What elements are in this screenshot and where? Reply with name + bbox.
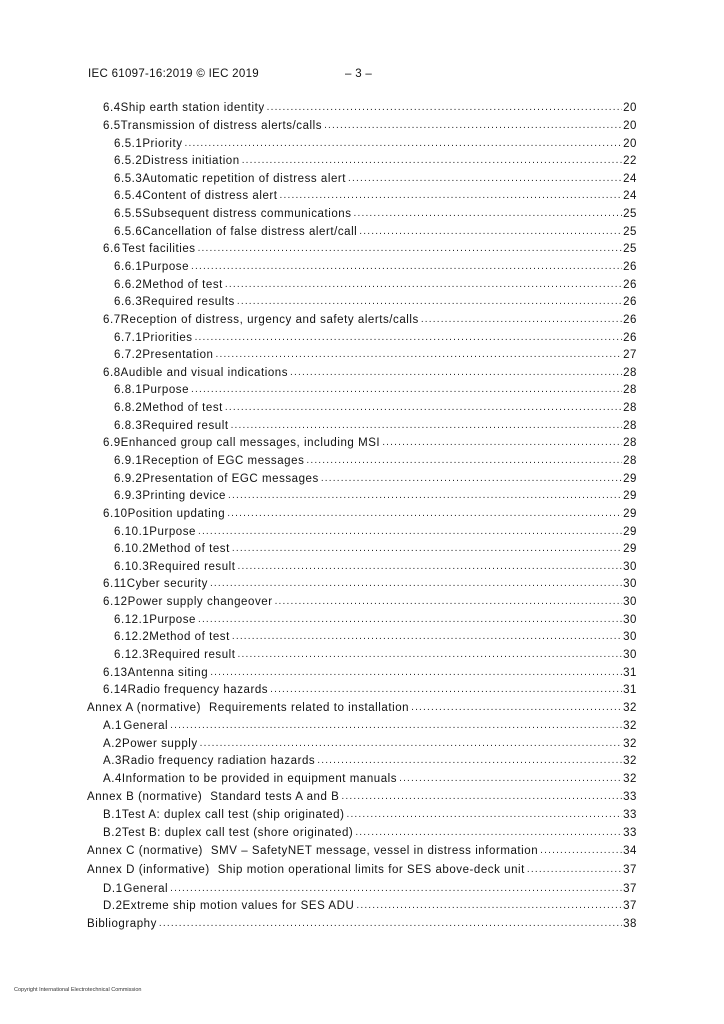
toc-entry[interactable]	[114, 649, 637, 665]
toc-entry-number: 6.6.3	[114, 296, 143, 308]
toc-entry[interactable]	[103, 809, 637, 825]
toc-entry-title: Cancellation of false distress alert/call	[142, 226, 358, 238]
toc-entry-page: 25	[623, 226, 637, 238]
toc-leader-dots	[210, 667, 622, 678]
toc-leader-dots	[227, 508, 622, 519]
toc-entry[interactable]	[114, 490, 637, 506]
toc-entry[interactable]	[114, 155, 637, 171]
toc-entry[interactable]	[103, 755, 637, 771]
toc-entry-title: Power supply	[122, 738, 198, 750]
toc-entry[interactable]	[103, 667, 637, 683]
toc-entry[interactable]	[87, 864, 637, 880]
toc-entry-number: 6.4	[103, 102, 121, 114]
toc-leader-dots	[200, 738, 622, 749]
toc-entry-page: 28	[623, 367, 637, 379]
toc-entry-title: Content of distress alert	[142, 190, 278, 202]
toc-entry[interactable]	[103, 720, 637, 736]
toc-entry-page: 37	[623, 864, 637, 876]
toc-entry[interactable]	[103, 900, 637, 916]
toc-entry-page: 30	[623, 578, 637, 590]
toc-leader-dots	[191, 261, 622, 272]
toc-entry-page: 20	[623, 102, 637, 114]
toc-entry-title: Presentation of EGC messages	[142, 473, 319, 485]
toc-entry-page: 28	[623, 437, 637, 449]
toc-leader-dots	[170, 720, 622, 731]
toc-entry-number: 6.8.2	[114, 402, 143, 414]
toc-entry-page: 29	[623, 508, 637, 520]
toc-entry[interactable]	[103, 367, 637, 383]
toc-entry[interactable]	[103, 102, 637, 118]
toc-leader-dots	[317, 755, 622, 766]
toc-leader-dots	[225, 279, 622, 290]
toc-entry[interactable]	[114, 561, 637, 577]
toc-entry[interactable]	[103, 120, 637, 136]
toc-leader-dots	[191, 384, 622, 395]
toc-entry-number: 6.6.2	[114, 279, 143, 291]
toc-entry[interactable]	[103, 437, 637, 453]
toc-entry-title: Purpose	[142, 261, 190, 273]
toc-entry-title: Requirements related to installation	[209, 702, 410, 714]
toc-entry[interactable]	[103, 508, 637, 524]
toc-leader-dots	[238, 561, 623, 572]
toc-entry-number: 6.10.2	[114, 543, 150, 555]
toc-entry[interactable]	[103, 773, 637, 789]
toc-entry-number: 6.12.2	[114, 631, 150, 643]
toc-entry-page: 37	[623, 883, 637, 895]
toc-entry-number: 6.6.1	[114, 261, 143, 273]
toc-entry-title: SMV – SafetyNET message, vessel in distress information	[210, 845, 539, 857]
toc-entry-page: 28	[623, 402, 637, 414]
toc-entry-title: Antenna siting	[127, 667, 209, 679]
toc-entry-number: 6.5	[103, 120, 121, 132]
toc-entry[interactable]	[87, 918, 637, 934]
toc-entry-page: 24	[623, 173, 637, 185]
toc-entry[interactable]	[114, 296, 637, 312]
toc-leader-dots	[348, 173, 622, 184]
toc-entry-page: 33	[623, 791, 637, 803]
toc-leader-dots	[382, 437, 622, 448]
toc-entry-title: Power supply changeover	[127, 596, 273, 608]
toc-entry-number: Annex A (normative)	[87, 702, 202, 714]
toc-entry-page: 32	[623, 738, 637, 750]
toc-entry[interactable]	[87, 845, 637, 861]
toc-entry-page: 32	[623, 702, 637, 714]
toc-entry-number: 6.12.1	[114, 614, 150, 626]
toc-leader-dots	[321, 473, 622, 484]
toc-entry-number: D.2	[103, 900, 123, 912]
toc-leader-dots	[306, 455, 622, 466]
toc-entry[interactable]	[103, 243, 637, 259]
toc-entry-page: 31	[623, 684, 637, 696]
toc-entry[interactable]	[114, 402, 637, 418]
toc-leader-dots	[359, 226, 622, 237]
toc-entry-number: 6.8	[103, 367, 121, 379]
toc-entry-number: Annex D (informative)	[87, 864, 210, 876]
toc-entry-page: 30	[623, 614, 637, 626]
toc-entry-title: Audible and visual indications	[120, 367, 289, 379]
toc-entry-page: 29	[623, 490, 637, 502]
toc-entry-page: 26	[623, 314, 637, 326]
toc-entry-page: 30	[623, 631, 637, 643]
toc-entry-number: 6.8.1	[114, 384, 143, 396]
toc-entry-page: 38	[623, 918, 637, 930]
toc-entry-title: Radio frequency radiation hazards	[121, 755, 316, 767]
toc-entry-number: 6.11	[103, 578, 127, 590]
toc-entry-page: 22	[623, 155, 637, 167]
toc-entry-number: 6.13	[103, 667, 128, 679]
toc-entry-page: 28	[623, 455, 637, 467]
toc-leader-dots	[159, 918, 622, 929]
toc-entry-page: 27	[623, 349, 637, 361]
toc-entry-number: 6.12	[103, 596, 128, 608]
toc-entry-number: 6.8.3	[114, 420, 143, 432]
toc-leader-dots	[270, 684, 622, 695]
toc-entry-number: 6.5.1	[114, 138, 143, 150]
toc-leader-dots	[231, 420, 623, 431]
toc-entry-number: 6.12.3	[114, 649, 150, 661]
toc-entry-page: 33	[623, 827, 637, 839]
toc-entry-page: 28	[623, 384, 637, 396]
toc-entry-title: Method of test	[149, 631, 230, 643]
toc-leader-dots	[411, 702, 622, 713]
toc-entry-number: A.1	[103, 720, 122, 732]
toc-leader-dots	[198, 243, 623, 254]
toc-entry-number: A.4	[103, 773, 122, 785]
toc-leader-dots	[280, 190, 623, 201]
toc-leader-dots	[216, 349, 623, 360]
copyright-footer: Copyright International Electrotechnical Commission	[14, 987, 142, 993]
toc-entry-number: A.2	[103, 738, 122, 750]
toc-entry-page: 20	[623, 120, 637, 132]
toc-leader-dots	[195, 332, 623, 343]
toc-leader-dots	[232, 631, 622, 642]
toc-entry-title: Priorities	[142, 332, 193, 344]
toc-entry[interactable]	[114, 332, 637, 348]
toc-entry[interactable]	[103, 827, 637, 843]
toc-entry-title: Test facilities	[122, 243, 196, 255]
toc-entry-title: Information to be provided in equipment manuals	[121, 773, 398, 785]
toc-entry-number: 6.7.1	[114, 332, 143, 344]
toc-entry[interactable]	[114, 208, 637, 224]
toc-entry-number: B.2	[103, 827, 122, 839]
toc-leader-dots	[232, 543, 622, 554]
toc-entry-number: 6.14	[103, 684, 128, 696]
toc-leader-dots	[275, 596, 623, 607]
toc-entry-title: Purpose	[149, 526, 196, 538]
toc-entry-number: 6.10.3	[114, 561, 150, 573]
toc-entry-title: Transmission of distress alerts/calls	[120, 120, 323, 132]
toc-entry[interactable]	[114, 173, 637, 189]
toc-entry-title: Cyber security	[126, 578, 208, 590]
toc-entry-page: 32	[623, 755, 637, 767]
toc-entry-number: 6.10.1	[114, 526, 150, 538]
toc-entry-title: Enhanced group call messages, including MSI	[120, 437, 381, 449]
toc-entry-page: 28	[623, 420, 637, 432]
toc-entry-number: D.1	[103, 883, 123, 895]
toc-entry[interactable]	[114, 279, 637, 295]
toc-leader-dots	[210, 578, 622, 589]
toc-entry-page: 30	[623, 596, 637, 608]
toc-entry[interactable]	[114, 138, 637, 154]
toc-entry-title: Required result	[142, 420, 229, 432]
toc-entry[interactable]	[103, 883, 637, 899]
toc-entry-number: Annex B (normative)	[87, 791, 203, 803]
toc-entry[interactable]	[114, 349, 637, 365]
toc-entry-title: General	[123, 720, 169, 732]
toc-entry-page: 34	[623, 845, 637, 857]
toc-leader-dots	[242, 155, 622, 166]
toc-entry-page: 30	[623, 561, 637, 573]
toc-entry-title: Ship motion operational limits for SES above-deck unit	[217, 864, 525, 876]
toc-entry[interactable]	[103, 596, 637, 612]
toc-entry-page: 31	[623, 667, 637, 679]
toc-entry[interactable]	[114, 543, 637, 559]
toc-entry-number: B.1	[103, 809, 122, 821]
toc-entry-title: Required results	[142, 296, 235, 308]
toc-entry[interactable]	[114, 261, 637, 277]
toc-entry-title: General	[123, 883, 169, 895]
toc-entry-page: 26	[623, 279, 637, 291]
toc-entry-page: 37	[623, 900, 637, 912]
toc-leader-dots	[346, 809, 622, 820]
toc-entry-title: Subsequent distress communications	[142, 208, 352, 220]
toc-entry-number: 6.9.1	[114, 455, 143, 467]
toc-entry[interactable]	[103, 684, 637, 700]
toc-entry-number: 6.9.3	[114, 490, 143, 502]
toc-entry-title: Presentation	[142, 349, 214, 361]
toc-entry[interactable]	[114, 190, 637, 206]
toc-leader-dots	[355, 827, 622, 838]
toc-entry-title: Radio frequency hazards	[127, 684, 269, 696]
toc-entry[interactable]	[103, 314, 637, 330]
toc-entry[interactable]	[114, 631, 637, 647]
toc-entry[interactable]	[103, 578, 637, 594]
toc-entry-page: 24	[623, 190, 637, 202]
toc-leader-dots	[225, 402, 622, 413]
toc-entry-number: 6.5.3	[114, 173, 143, 185]
toc-entry-number: A.3	[103, 755, 122, 767]
toc-leader-dots	[237, 296, 622, 307]
toc-leader-dots	[540, 845, 622, 856]
toc-entry-page: 33	[623, 809, 637, 821]
toc-leader-dots	[399, 773, 622, 784]
toc-entry-number: Annex C (normative)	[87, 845, 203, 857]
toc-entry-page: 29	[623, 526, 637, 538]
toc-leader-dots	[354, 208, 623, 219]
toc-leader-dots	[527, 864, 622, 875]
page-header-doc-id: IEC 61097-16:2019 © IEC 2019	[88, 68, 259, 80]
toc-entry-title: Reception of EGC messages	[142, 455, 305, 467]
toc-entry-number: 6.9	[103, 437, 121, 449]
toc-entry-title: Priority	[142, 138, 183, 150]
toc-entry-number: 6.5.2	[114, 155, 143, 167]
toc-entry-page: 32	[623, 773, 637, 785]
toc-entry-number: 6.6	[103, 243, 121, 255]
toc-entry-title: Method of test	[142, 402, 223, 414]
toc-entry-page: 20	[623, 138, 637, 150]
toc-entry-title: Bibliography	[87, 918, 157, 930]
toc-leader-dots	[170, 883, 622, 894]
toc-entry-title: Test B: duplex call test (shore originated)	[121, 827, 354, 839]
toc-entry-number: 6.7.2	[114, 349, 143, 361]
toc-entry-page: 26	[623, 261, 637, 273]
toc-entry-title: Position updating	[127, 508, 226, 520]
toc-entry-title: Distress initiation	[142, 155, 240, 167]
toc-entry-number: 6.5.5	[114, 208, 143, 220]
toc-entry[interactable]	[87, 702, 637, 718]
toc-leader-dots	[198, 614, 622, 625]
toc-entry[interactable]	[87, 791, 637, 807]
toc-leader-dots	[290, 367, 622, 378]
toc-entry[interactable]	[114, 526, 637, 542]
page-number: – 3 –	[345, 68, 373, 80]
toc-entry[interactable]	[103, 738, 637, 754]
toc-entry-title: Method of test	[149, 543, 230, 555]
toc-entry[interactable]	[114, 473, 637, 489]
toc-entry-title: Extreme ship motion values for SES ADU	[122, 900, 355, 912]
toc-leader-dots	[238, 649, 623, 660]
toc-entry-title: Purpose	[149, 614, 196, 626]
toc-entry-title: Reception of distress, urgency and safety alerts/calls	[120, 314, 419, 326]
toc-leader-dots	[198, 526, 622, 537]
toc-entry-number: 6.10	[103, 508, 128, 520]
toc-entry-page: 25	[623, 208, 637, 220]
toc-entry-title: Purpose	[142, 384, 190, 396]
toc-entry-title: Method of test	[142, 279, 223, 291]
toc-entry-page: 29	[623, 543, 637, 555]
toc-entry[interactable]	[114, 614, 637, 630]
toc-entry-page: 29	[623, 473, 637, 485]
toc-leader-dots	[267, 102, 622, 113]
toc-entry-number: 6.7	[103, 314, 121, 326]
toc-entry-title: Required result	[149, 649, 236, 661]
toc-entry-page: 26	[623, 332, 637, 344]
toc-entry-page: 30	[623, 649, 637, 661]
toc-entry-number: 6.5.4	[114, 190, 143, 202]
toc-entry-number: 6.9.2	[114, 473, 143, 485]
toc-entry-number: 6.5.6	[114, 226, 143, 238]
toc-leader-dots	[421, 314, 622, 325]
toc-entry-page: 26	[623, 296, 637, 308]
toc-entry-title: Required result	[149, 561, 236, 573]
toc-leader-dots	[185, 138, 623, 149]
toc-leader-dots	[228, 490, 622, 501]
toc-entry-title: Test A: duplex call test (ship originated)	[121, 809, 345, 821]
toc-entry-page: 32	[623, 720, 637, 732]
toc-entry[interactable]	[114, 226, 637, 242]
toc-entry-title: Standard tests A and B	[210, 791, 340, 803]
toc-entry-title: Automatic repetition of distress alert	[142, 173, 347, 185]
toc-entry[interactable]	[114, 420, 637, 436]
toc-entry-title: Printing device	[142, 490, 227, 502]
toc-leader-dots	[356, 900, 622, 911]
toc-entry-title: Ship earth station identity	[120, 102, 265, 114]
toc-entry[interactable]	[114, 455, 637, 471]
toc-entry-page: 25	[623, 243, 637, 255]
toc-leader-dots	[324, 120, 622, 131]
toc-leader-dots	[341, 791, 622, 802]
toc-entry[interactable]	[114, 384, 637, 400]
